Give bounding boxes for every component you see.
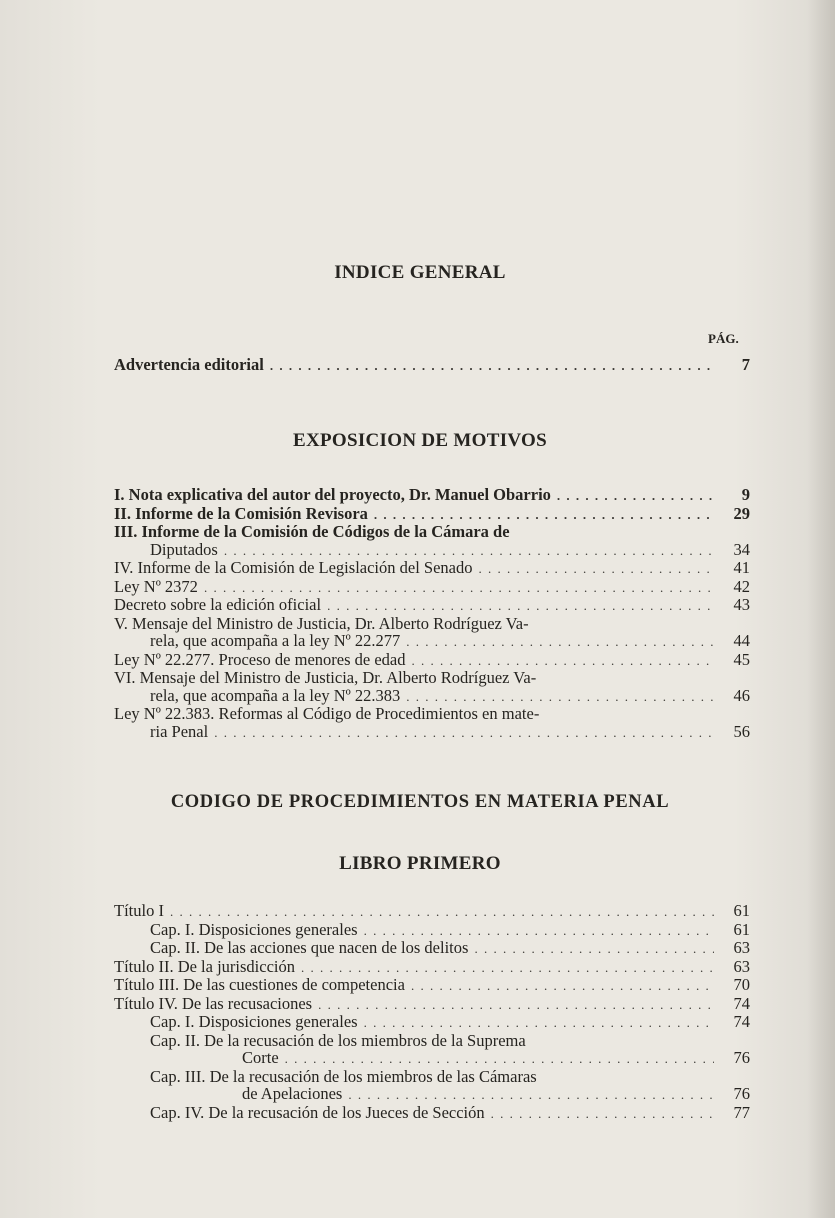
leader-dots xyxy=(285,1050,714,1068)
toc-entry-page: 76 xyxy=(733,1084,750,1103)
toc-entry[interactable] xyxy=(114,976,750,995)
toc-entry-page: 70 xyxy=(733,975,750,994)
toc-entry-title: ria Penal xyxy=(150,721,209,741)
toc-entry-title: Título IV. De las recusaciones xyxy=(114,993,313,1013)
toc-entry[interactable] xyxy=(114,958,750,977)
leader-dots xyxy=(491,1105,714,1123)
toc-entry-title: Diputados xyxy=(150,539,218,559)
toc-entry-page: 63 xyxy=(733,938,750,957)
leader-dots xyxy=(170,903,714,921)
toc-entry[interactable] xyxy=(114,705,750,723)
codigo-heading: CODIGO DE PROCEDIMIENTOS EN MATERIA PENAL xyxy=(170,792,670,812)
exposicion-list xyxy=(114,486,750,741)
leader-dots xyxy=(406,688,714,706)
toc-entry[interactable] xyxy=(114,939,750,958)
toc-entry-title: Título II. De la jurisdicción xyxy=(114,956,295,976)
leader-dots xyxy=(214,724,714,742)
toc-entry-continuation[interactable] xyxy=(114,1049,750,1068)
show-through-text xyxy=(110,40,750,172)
toc-entry-title: IV. Informe de la Comisión de Legislación del Senado xyxy=(114,558,473,577)
toc-entry-page: 42 xyxy=(733,576,750,596)
toc-entry[interactable] xyxy=(114,902,750,921)
libro-primero-heading: LIBRO PRIMERO xyxy=(339,853,501,874)
page-column-label: PÁG. xyxy=(708,331,739,346)
libro-primero-list xyxy=(114,902,750,1122)
toc-entry-title: Cap. I. Disposiciones generales xyxy=(150,1012,358,1031)
leader-dots xyxy=(301,959,714,977)
toc-entry[interactable] xyxy=(114,1104,750,1123)
toc-entry-page: 44 xyxy=(733,631,750,650)
toc-entry-continuation[interactable] xyxy=(114,1085,750,1104)
leader-dots xyxy=(557,487,714,505)
toc-entry-page: 61 xyxy=(733,901,750,920)
toc-entry-title: Cap. II. De las acciones que nacen de los delitos xyxy=(150,938,469,957)
toc-entry-page: 74 xyxy=(733,1012,750,1031)
toc-entry-page: 61 xyxy=(733,919,750,939)
leader-dots xyxy=(474,940,714,958)
toc-entry[interactable] xyxy=(114,1032,750,1050)
leader-dots xyxy=(364,922,714,940)
toc-entry-title: Advertencia editorial xyxy=(114,355,264,374)
toc-entry-title: Cap. II. De la recusación de los miembros de la Suprema xyxy=(150,1030,526,1050)
toc-entry[interactable] xyxy=(114,486,750,505)
toc-entry[interactable] xyxy=(114,559,750,578)
leader-dots xyxy=(204,579,714,597)
toc-entry-title: rela, que acompaña a la ley Nº 22.277 xyxy=(150,631,401,650)
toc-entry[interactable] xyxy=(114,505,750,524)
leader-dots xyxy=(374,506,714,524)
leader-dots xyxy=(364,1014,714,1032)
toc-entry-title: I. Nota explicativa del autor del proyecto, Dr. Manuel Obarrio xyxy=(114,485,551,504)
toc-entry-title: de Apelaciones xyxy=(242,1084,343,1103)
toc-entry-title: II. Informe de la Comisión Revisora xyxy=(114,503,368,523)
toc-entry-title: Título I xyxy=(114,901,164,920)
toc-entry-page: 74 xyxy=(733,993,750,1013)
toc-entry[interactable] xyxy=(114,596,750,615)
toc-entry[interactable] xyxy=(114,921,750,940)
toc-entry-title: Ley Nº 22.277. Proceso de menores de edad xyxy=(114,649,406,669)
toc-entry-title: Cap. III. De la recusación de los miembros de las Cámaras xyxy=(150,1066,537,1086)
toc-entry-title: Cap. I. Disposiciones generales xyxy=(150,919,358,939)
toc-entry-title: Decreto sobre la edición oficial xyxy=(114,595,322,614)
toc-entry-page: 29 xyxy=(733,503,750,523)
leader-dots xyxy=(348,1086,714,1104)
toc-entry-title: rela, que acompaña a la ley Nº 22.383 xyxy=(150,685,401,705)
toc-entry-page: 7 xyxy=(741,355,750,374)
toc-entry-page: 56 xyxy=(733,721,750,741)
toc-entry-continuation[interactable] xyxy=(114,541,750,560)
toc-entry-title: V. Mensaje del Ministro de Justicia, Dr. Alberto Rodríguez Va- xyxy=(114,613,529,633)
toc-entry-page: 45 xyxy=(733,649,750,669)
toc-entry[interactable] xyxy=(114,1068,750,1086)
exposicion-heading: EXPOSICION DE MOTIVOS xyxy=(292,430,547,451)
toc-entry-title: Ley Nº 22.383. Reformas al Código de Procedimientos en mate- xyxy=(114,704,540,723)
toc-entry-continuation[interactable] xyxy=(114,632,750,651)
toc-entry-title: Título III. De las cuestiones de competencia xyxy=(114,975,405,994)
advertencia-section xyxy=(114,356,750,375)
toc-entry[interactable] xyxy=(114,523,750,541)
toc-entry-page: 41 xyxy=(733,558,750,577)
toc-entry[interactable] xyxy=(114,1013,750,1032)
toc-entry-title: Corte xyxy=(242,1048,279,1067)
toc-entry-page: 9 xyxy=(741,485,750,504)
toc-entry[interactable] xyxy=(114,651,750,670)
toc-entry-advertencia[interactable] xyxy=(114,356,750,375)
toc-entry[interactable] xyxy=(114,669,750,687)
leader-dots xyxy=(224,542,714,560)
leader-dots xyxy=(318,996,714,1014)
toc-entry[interactable] xyxy=(114,578,750,597)
toc-entry-title: III. Informe de la Comisión de Códigos de la Cámara de xyxy=(114,522,510,541)
toc-entry-title: Ley Nº 2372 xyxy=(114,576,198,596)
toc-entry[interactable] xyxy=(114,615,750,633)
toc-entry-title: VI. Mensaje del Ministro de Justicia, Dr. Alberto Rodríguez Va- xyxy=(114,668,537,687)
toc-entry-page: 76 xyxy=(733,1048,750,1067)
toc-entry-page: 34 xyxy=(733,539,750,559)
leader-dots xyxy=(327,597,714,615)
toc-entry-continuation[interactable] xyxy=(114,723,750,742)
leader-dots xyxy=(412,652,715,670)
leader-dots xyxy=(406,633,714,651)
toc-entry-page: 77 xyxy=(733,1102,750,1122)
indice-general-heading: INDICE GENERAL xyxy=(334,262,506,283)
leader-dots xyxy=(270,357,714,375)
toc-entry-page: 43 xyxy=(733,595,750,614)
leader-dots xyxy=(411,977,714,995)
toc-entry-page: 63 xyxy=(733,956,750,976)
toc-entry[interactable] xyxy=(114,995,750,1014)
toc-entry-continuation[interactable] xyxy=(114,687,750,706)
leader-dots xyxy=(479,560,715,578)
toc-entry-title: Cap. IV. De la recusación de los Jueces de Sección xyxy=(150,1102,485,1122)
toc-entry-page: 46 xyxy=(733,685,750,705)
